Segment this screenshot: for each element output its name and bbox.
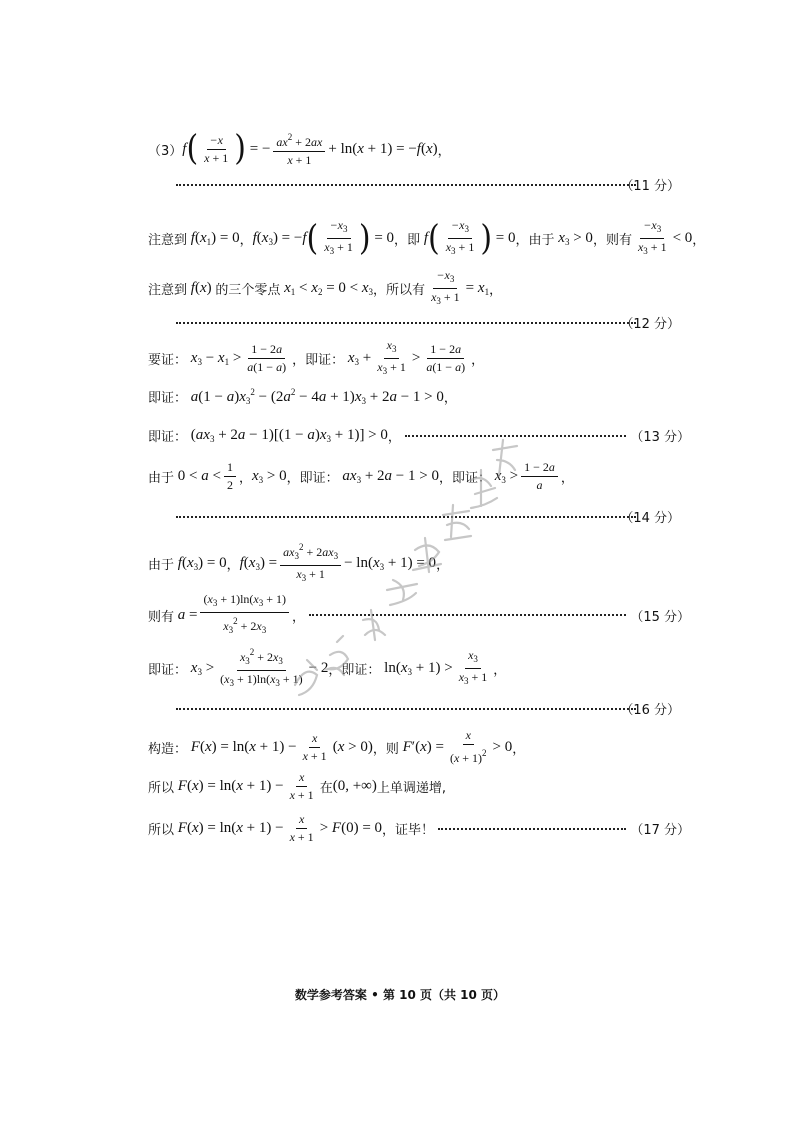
formula-line-3: 注意到 f(x) 的三个零点 $x_1 < x_2 = 0 < x_3$ ， 所以有 $\frac{-x_3}{x_3 + 1}$ = $x_1$ ， — [148, 268, 503, 306]
score-12: （12 分） — [620, 317, 680, 332]
formula-line-8: 由于 $f(x_3) = 0$ ， $f(x_3)$ = $\frac{ax_3^2 + 2ax_3}{x_3 + 1}$ − $\ln(x_3 + 1) = 0$ ， — [148, 542, 450, 583]
formula-line-1: （3） f ( $\frac{-x}{x + 1}$ ) = − $\frac{ax^2 + 2ax}{x + 1}$ + ln(x + 1) = −f(x) ， — [148, 128, 451, 169]
formula-line-9: 则有 a = $\frac{(x_3 + 1)\ln(x_3 + 1)}{x_3^2 + 2x_3}$ ， （15 分） — [148, 592, 690, 635]
formula-line-7: 由于 0 < a < $\frac{1}{2}$ ， $x_3 > 0$ ， 即证： $ax_3 + 2a - 1 > 0$ ， 即证： $x_3$ > $\frac{1 - 2a}{a}$ ， — [148, 460, 574, 492]
formula-line-10: 即证： $x_3$ > $\frac{x_3^2 + 2x_3}{(x_3 + 1)\ln(x_3 + 1)}$ − 2 ， 即证： $\ln(x_3 + 1)$ > $\frac{x_3}{x_3 + 1}$ ， — [148, 647, 507, 688]
watermark-image — [275, 420, 535, 710]
part-label: （3） — [148, 143, 183, 159]
formula-line-2: 注意到 $f(x_1) = 0$ ， $f(x_3) = -f$ ( $\frac{-x_3}{x_3 + 1}$ ) = 0 ， 即 f ( $\frac{-x_3}{x_3 + 1}$ ) = 0 ， 由于 $x_3 > 0$ ， 则有 $\frac{-x_3}{x_3 + 1}$ < 0 ， — [148, 217, 706, 259]
formula-line-4: 要证： $x_3 - x_1$ > $\frac{1 - 2a}{a(1 - a)}$ ， 即证： $x_3$ + $\frac{x_3}{x_3 + 1}$ > $\frac{1 - 2a}{a(1 - a)}$ ， — [148, 338, 485, 376]
score-16: （16 分） — [620, 703, 680, 718]
score-leader-12 — [176, 322, 636, 324]
formula-line-12: 所以 F(x) = ln(x + 1) − $\frac{x}{x + 1}$ 在 (0, +∞) 上单调递增, — [148, 770, 446, 802]
formula-line-5: 即证： $a(1 - a)x_3^2 - (2a^2 - 4a + 1)x_3 + 2a - 1 > 0$ ， — [148, 387, 457, 406]
formula-line-11: 构造： F(x) = ln(x + 1) − $\frac{x}{x + 1}$ (x > 0) ， 则 F′(x) = $\frac{x}{(x + 1)^2}$ > 0 ， — [148, 728, 526, 765]
formula-line-6: 即证： $(ax_3 + 2a - 1)[(1 - a)x_3 + 1)] > 0$ ， （13 分） — [148, 427, 690, 445]
formula-line-13: 所以 F(x) = ln(x + 1) − $\frac{x}{x + 1}$ > F(0) = 0 ， 证毕！ （17 分） — [148, 812, 690, 844]
score-13: （13 分） — [630, 430, 690, 445]
score-14: （14 分） — [620, 511, 680, 526]
page-footer: 数学参考答案 • 第 10 页（共 10 页） — [294, 988, 506, 1002]
score-17: （17 分） — [630, 823, 690, 838]
score-leader-11 — [176, 184, 636, 186]
score-11: （11 分） — [620, 179, 680, 194]
score-15: （15 分） — [630, 609, 690, 625]
